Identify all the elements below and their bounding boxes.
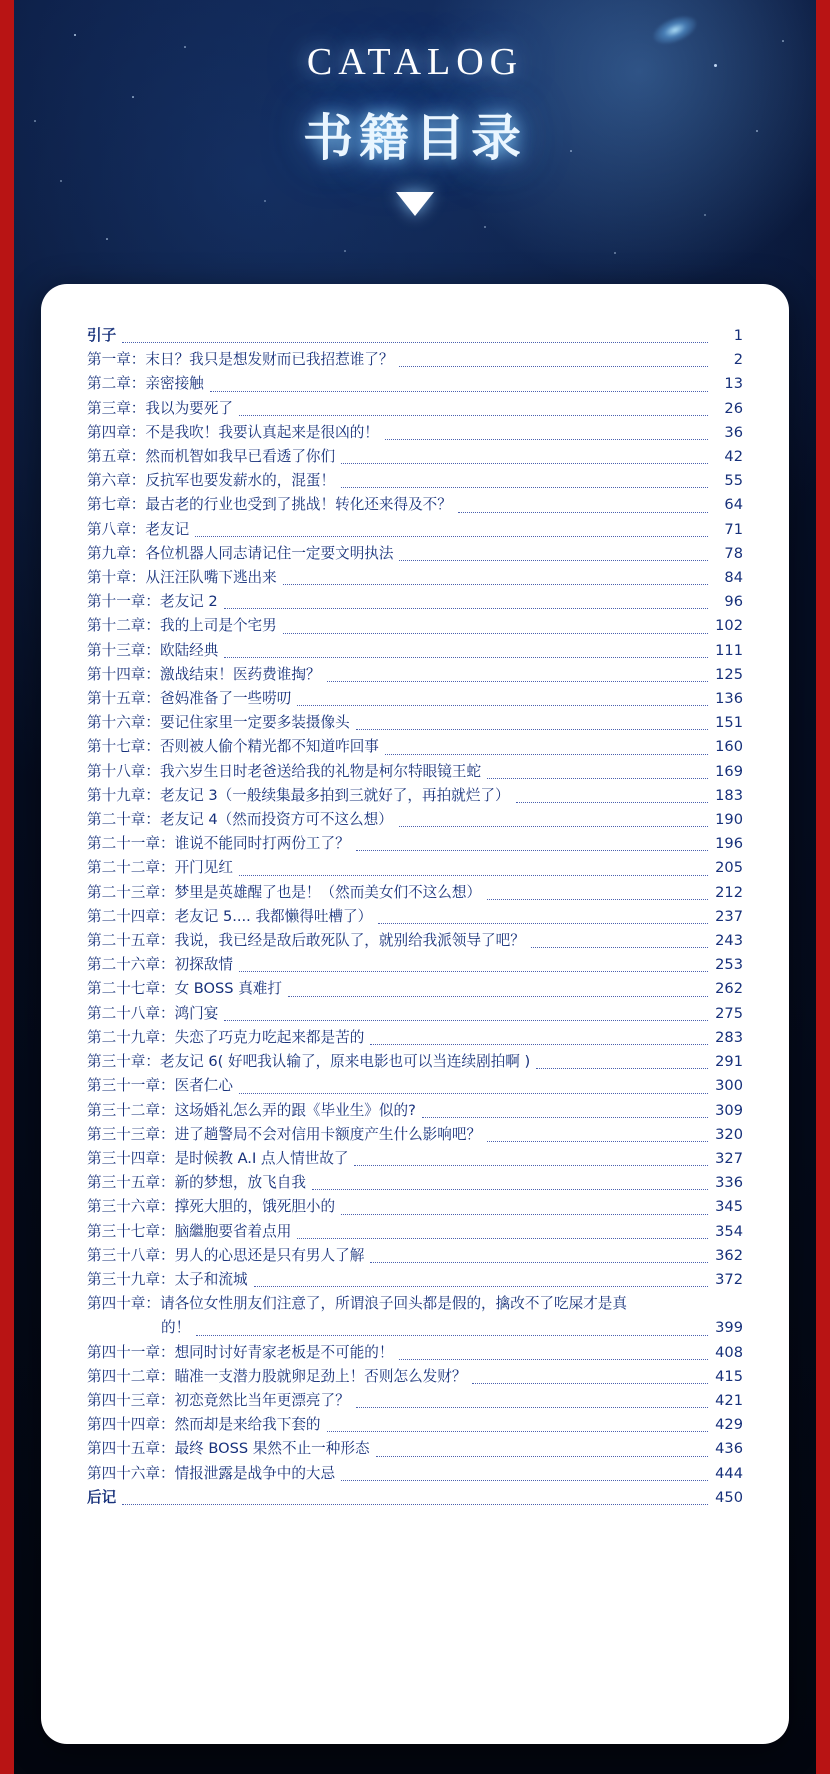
- toc-entry[interactable]: [87, 469, 743, 493]
- toc-entry-label: 第二十六章：初探敌情: [87, 956, 233, 974]
- toc-entry-page: 183: [715, 786, 743, 804]
- toc-entry[interactable]: [87, 1389, 743, 1413]
- toc-entry[interactable]: [87, 905, 743, 929]
- toc-list: [41, 284, 789, 1510]
- toc-entry[interactable]: [87, 445, 743, 469]
- toc-entry-label: 第二十五章：我说，我已经是敌后敢死队了，就别给我派领导了吧？: [87, 932, 525, 950]
- toc-entry-page: 444: [715, 1464, 743, 1482]
- toc-entry-page: 196: [715, 835, 743, 853]
- toc-entry-label: 第十七章：否则被人偷个精光都不知道咋回事: [87, 738, 379, 756]
- toc-leader-dots: [385, 754, 708, 755]
- toc-entry-page: 102: [715, 617, 743, 635]
- toc-entry[interactable]: [87, 929, 743, 953]
- toc-leader-dots: [297, 1238, 708, 1239]
- toc-leader-dots: [487, 778, 708, 779]
- toc-entry-label: 第二十三章：梦里是英雄醒了也是！（然而美女们不这么想）: [87, 883, 482, 901]
- toc-entry[interactable]: [87, 1268, 743, 1292]
- toc-entry-page: 436: [715, 1440, 743, 1458]
- poster-page: [14, 0, 816, 1774]
- toc-entry-label: 第十二章：我的上司是个宅男: [87, 617, 277, 635]
- toc-entry-label: 第四十章：请各位女性朋友们注意了，所谓浪子回头都是假的，擒改不了吃屎才是真: [87, 1295, 627, 1313]
- toc-entry-label: 第四十五章：最终 BOSS 果然不止一种形态: [87, 1440, 370, 1458]
- toc-leader-dots: [288, 996, 708, 997]
- toc-entry-label: 第四十二章：瞄准一支潜力股就卵足劲上！否则怎么发财？: [87, 1367, 467, 1385]
- toc-leader-dots: [422, 1117, 708, 1118]
- toc-entry-label: 第二十二章：开门见红: [87, 859, 233, 877]
- toc-entry-page: 42: [724, 448, 743, 466]
- toc-entry[interactable]: [87, 1220, 743, 1244]
- toc-entry[interactable]: [87, 881, 743, 905]
- toc-entry-page: 151: [715, 714, 743, 732]
- toc-entry-label: 第二十一章：谁说不能同时打两份工了？: [87, 835, 350, 853]
- toc-entry-label: 第二十九章：失恋了巧克力吃起来都是苦的: [87, 1028, 365, 1046]
- toc-entry[interactable]: [87, 421, 743, 445]
- toc-entry[interactable]: [87, 1292, 743, 1340]
- toc-leader-dots: [327, 681, 708, 682]
- toc-entry-label: 第三十四章：是时候教 A.I 点人情世故了: [87, 1149, 349, 1167]
- toc-entry-label: 第十九章：老友记 3（一般续集最多拍到三就好了，再拍就烂了）: [87, 786, 510, 804]
- toc-leader-dots: [297, 705, 708, 706]
- toc-leader-dots: [487, 1141, 708, 1142]
- toc-entry[interactable]: [87, 760, 743, 784]
- toc-entry-page: 354: [715, 1222, 743, 1240]
- toc-entry-page: 2: [733, 351, 743, 369]
- toc-entry[interactable]: [87, 808, 743, 832]
- toc-entry[interactable]: [87, 566, 743, 590]
- toc-entry-label: 第二章：亲密接触: [87, 375, 204, 393]
- toc-entry-label: 第八章：老友记: [87, 520, 190, 538]
- toc-entry-page: 336: [715, 1174, 743, 1192]
- toc-entry-page: 78: [724, 544, 743, 562]
- toc-entry[interactable]: [87, 590, 743, 614]
- toc-leader-dots: [341, 1214, 708, 1215]
- toc-entry-page: 275: [715, 1004, 743, 1022]
- toc-entry-page: 429: [715, 1416, 743, 1434]
- toc-entry-page: 55: [724, 472, 743, 490]
- toc-entry-label: 第六章：反抗军也要发薪水的，混蛋！: [87, 472, 336, 490]
- toc-entry-label: 第二十章：老友记 4（然而投资方可不这么想）: [87, 811, 393, 829]
- toc-entry-page: 320: [715, 1125, 743, 1143]
- toc-entry-page: 84: [724, 569, 743, 587]
- toc-entry[interactable]: [87, 1195, 743, 1219]
- toc-leader-dots: [196, 1335, 708, 1336]
- toc-entry-label: 第四十三章：初恋竟然比当年更漂亮了？: [87, 1391, 350, 1409]
- toc-entry-page: 309: [715, 1101, 743, 1119]
- toc-leader-dots: [356, 729, 708, 730]
- toc-leader-dots: [195, 536, 708, 537]
- toc-entry-label: 第二十四章：老友记 5.... 我都懒得吐槽了）: [87, 907, 373, 925]
- toc-entry-label: 第三十二章：这场婚礼怎么弄的跟《毕业生》似的?: [87, 1101, 416, 1119]
- toc-entry-label: 第九章：各位机器人同志请记住一定要文明执法: [87, 544, 394, 562]
- toc-entry-label: 第七章：最古老的行业也受到了挑战！转化还来得及不？: [87, 496, 452, 514]
- toc-entry-page: 71: [724, 520, 743, 538]
- toc-entry-page: 421: [715, 1391, 743, 1409]
- toc-entry-page: 111: [715, 641, 743, 659]
- toc-entry-page: 345: [715, 1198, 743, 1216]
- toc-entry-page: 408: [715, 1343, 743, 1361]
- toc-leader-dots: [122, 1504, 708, 1505]
- toc-entry[interactable]: [87, 1413, 743, 1437]
- toc-entry[interactable]: [87, 1074, 743, 1098]
- toc-entry-label: 第三十五章：新的梦想，放飞自我: [87, 1174, 306, 1192]
- toc-entry-page: 13: [724, 375, 743, 393]
- toc-entry-page: 450: [715, 1488, 743, 1506]
- toc-leader-dots: [399, 1359, 708, 1360]
- toc-entry-label: 第一章：末日？我只是想发财而已我招惹谁了？: [87, 351, 394, 369]
- toc-entry-page: 372: [715, 1270, 743, 1288]
- toc-leader-dots: [458, 512, 708, 513]
- toc-leader-dots: [356, 1407, 708, 1408]
- toc-leader-dots: [516, 802, 708, 803]
- toc-entry[interactable]: [87, 542, 743, 566]
- toc-entry[interactable]: [87, 1050, 743, 1074]
- toc-leader-dots: [283, 633, 708, 634]
- toc-entry-page: 237: [715, 907, 743, 925]
- toc-leader-dots: [254, 1286, 708, 1287]
- toc-entry-page: 262: [715, 980, 743, 998]
- toc-entry[interactable]: [87, 1099, 743, 1123]
- toc-entry[interactable]: [87, 1365, 743, 1389]
- toc-entry-label: 第十八章：我六岁生日时老爸送给我的礼物是柯尔特眼镜王蛇: [87, 762, 482, 780]
- toc-entry-page: 283: [715, 1028, 743, 1046]
- toc-entry[interactable]: [87, 1171, 743, 1195]
- toc-entry-page: 136: [715, 690, 743, 708]
- toc-entry-label: 第三十三章：进了趟警局不会对信用卡额度产生什么影响吧？: [87, 1125, 482, 1143]
- toc-leader-dots: [210, 391, 708, 392]
- toc-entry[interactable]: [87, 1437, 743, 1461]
- toc-entry-label: 第四十六章：情报泄露是战争中的大忌: [87, 1464, 336, 1482]
- toc-entry-page: 169: [715, 762, 743, 780]
- toc-entry[interactable]: [87, 518, 743, 542]
- toc-entry-label: 第二十七章：女 BOSS 真难打: [87, 980, 282, 998]
- toc-entry-page: 327: [715, 1149, 743, 1167]
- down-triangle-icon: [396, 192, 434, 216]
- poster-header: [14, 0, 816, 216]
- toc-entry-page: 64: [724, 496, 743, 514]
- toc-entry-label: 引子: [87, 327, 117, 344]
- toc-entry[interactable]: [87, 832, 743, 856]
- toc-leader-dots: [239, 1093, 708, 1094]
- toc-leader-dots: [376, 1456, 708, 1457]
- toc-leader-dots: [341, 1480, 708, 1481]
- toc-entry-label: 第三章：我以为要死了: [87, 399, 233, 417]
- toc-entry[interactable]: [87, 687, 743, 711]
- toc-entry-label: 第十五章：爸妈准备了一些唠叨: [87, 690, 292, 708]
- toc-entry[interactable]: [87, 784, 743, 808]
- toc-entry-label: 第三十一章：医者仁心: [87, 1077, 233, 1095]
- toc-leader-dots: [472, 1383, 708, 1384]
- toc-entry-page: 243: [715, 932, 743, 950]
- toc-leader-dots: [487, 899, 708, 900]
- toc-leader-dots: [312, 1189, 708, 1190]
- toc-leader-dots: [531, 947, 708, 948]
- toc-leader-dots: [341, 463, 708, 464]
- toc-leader-dots: [536, 1068, 708, 1069]
- toc-entry-label: 第三十八章：男人的心思还是只有男人了解: [87, 1246, 365, 1264]
- toc-entry-label: 第三十六章：撑死大胆的，饿死胆小的: [87, 1198, 336, 1216]
- toc-entry[interactable]: [87, 493, 743, 517]
- toc-entry-page: 362: [715, 1246, 743, 1264]
- toc-entry-label: 第四章：不是我吹！我要认真起来是很凶的！: [87, 423, 379, 441]
- toc-leader-dots: [399, 826, 708, 827]
- toc-entry-label: 第三十九章：太子和流城: [87, 1270, 248, 1288]
- toc-leader-dots: [356, 850, 708, 851]
- page-title-chinese: 书籍目录: [303, 108, 527, 167]
- toc-entry[interactable]: [87, 348, 743, 372]
- toc-leader-dots: [399, 560, 708, 561]
- toc-entry-label: 第十章：从汪汪队嘴下逃出来: [87, 569, 277, 587]
- toc-entry-page: 160: [715, 738, 743, 756]
- toc-leader-dots: [239, 971, 708, 972]
- toc-entry-page: 190: [715, 811, 743, 829]
- toc-entry[interactable]: [87, 1462, 743, 1486]
- toc-entry-label: 第二十八章：鸿门宴: [87, 1004, 219, 1022]
- toc-leader-dots: [385, 439, 708, 440]
- toc-entry-page: 96: [724, 593, 743, 611]
- toc-entry-page: 26: [724, 399, 743, 417]
- toc-entry[interactable]: [87, 711, 743, 735]
- toc-entry[interactable]: [87, 663, 743, 687]
- toc-leader-dots: [122, 342, 708, 343]
- toc-entry-label: 后记: [87, 1488, 117, 1506]
- toc-entry-page: 205: [715, 859, 743, 877]
- toc-entry[interactable]: [87, 372, 743, 396]
- toc-leader-dots: [354, 1165, 708, 1166]
- toc-entry-page: 415: [715, 1367, 743, 1385]
- toc-entry[interactable]: [87, 397, 743, 421]
- toc-entry-label: 第十一章：老友记 2: [87, 593, 218, 611]
- toc-entry[interactable]: [87, 1026, 743, 1050]
- toc-leader-dots: [378, 923, 708, 924]
- toc-entry[interactable]: [87, 1002, 743, 1026]
- page-title-english: CATALOG: [306, 41, 524, 83]
- toc-entry[interactable]: [87, 1244, 743, 1268]
- toc-entry[interactable]: [87, 324, 743, 348]
- toc-entry[interactable]: [87, 953, 743, 977]
- toc-entry-page: 291: [715, 1053, 743, 1071]
- toc-entry[interactable]: [87, 977, 743, 1001]
- toc-entry-label: 第十四章：激战结束！医药费谁掏？: [87, 665, 321, 683]
- toc-leader-dots: [224, 657, 708, 658]
- toc-leader-dots: [283, 584, 708, 585]
- toc-entry-label: 第四十一章：想同时讨好青家老板是不可能的！: [87, 1343, 394, 1361]
- toc-entry[interactable]: [87, 856, 743, 880]
- toc-entry-label-continued: 的！: [161, 1319, 191, 1337]
- toc-entry[interactable]: [87, 1123, 743, 1147]
- toc-leader-dots: [370, 1044, 708, 1045]
- toc-entry-label: 第四十四章：然而却是来给我下套的: [87, 1416, 321, 1434]
- toc-entry-label: 第十六章：要记住家里一定要多装摄像头: [87, 714, 350, 732]
- toc-entry-page: 36: [724, 423, 743, 441]
- toc-leader-dots: [239, 415, 708, 416]
- toc-entry-page: 253: [715, 956, 743, 974]
- toc-entry[interactable]: [87, 639, 743, 663]
- toc-entry-label: 第三十七章：脑繼胞要省着点用: [87, 1222, 292, 1240]
- toc-leader-dots: [239, 875, 708, 876]
- toc-entry-page: 1: [733, 327, 743, 344]
- toc-leader-dots: [224, 1020, 708, 1021]
- toc-card: [41, 284, 789, 1744]
- toc-entry[interactable]: [87, 614, 743, 638]
- toc-entry-page: 300: [715, 1077, 743, 1095]
- toc-entry-page: 125: [715, 665, 743, 683]
- toc-entry-page: 399: [715, 1319, 743, 1337]
- toc-entry[interactable]: [87, 1341, 743, 1365]
- toc-entry-label: 第五章：然而机智如我早已看透了你们: [87, 448, 336, 466]
- toc-leader-dots: [399, 366, 708, 367]
- toc-leader-dots: [370, 1262, 708, 1263]
- toc-entry[interactable]: [87, 735, 743, 759]
- toc-entry-label: 第三十章：老友记 6( 好吧我认输了，原来电影也可以当连续剧拍啊 ): [87, 1053, 531, 1071]
- toc-leader-dots: [341, 487, 708, 488]
- toc-entry[interactable]: [87, 1486, 743, 1510]
- toc-entry-label: 第十三章：欧陆经典: [87, 641, 219, 659]
- toc-leader-dots: [224, 608, 708, 609]
- toc-entry[interactable]: [87, 1147, 743, 1171]
- toc-entry-page: 212: [715, 883, 743, 901]
- toc-leader-dots: [327, 1431, 708, 1432]
